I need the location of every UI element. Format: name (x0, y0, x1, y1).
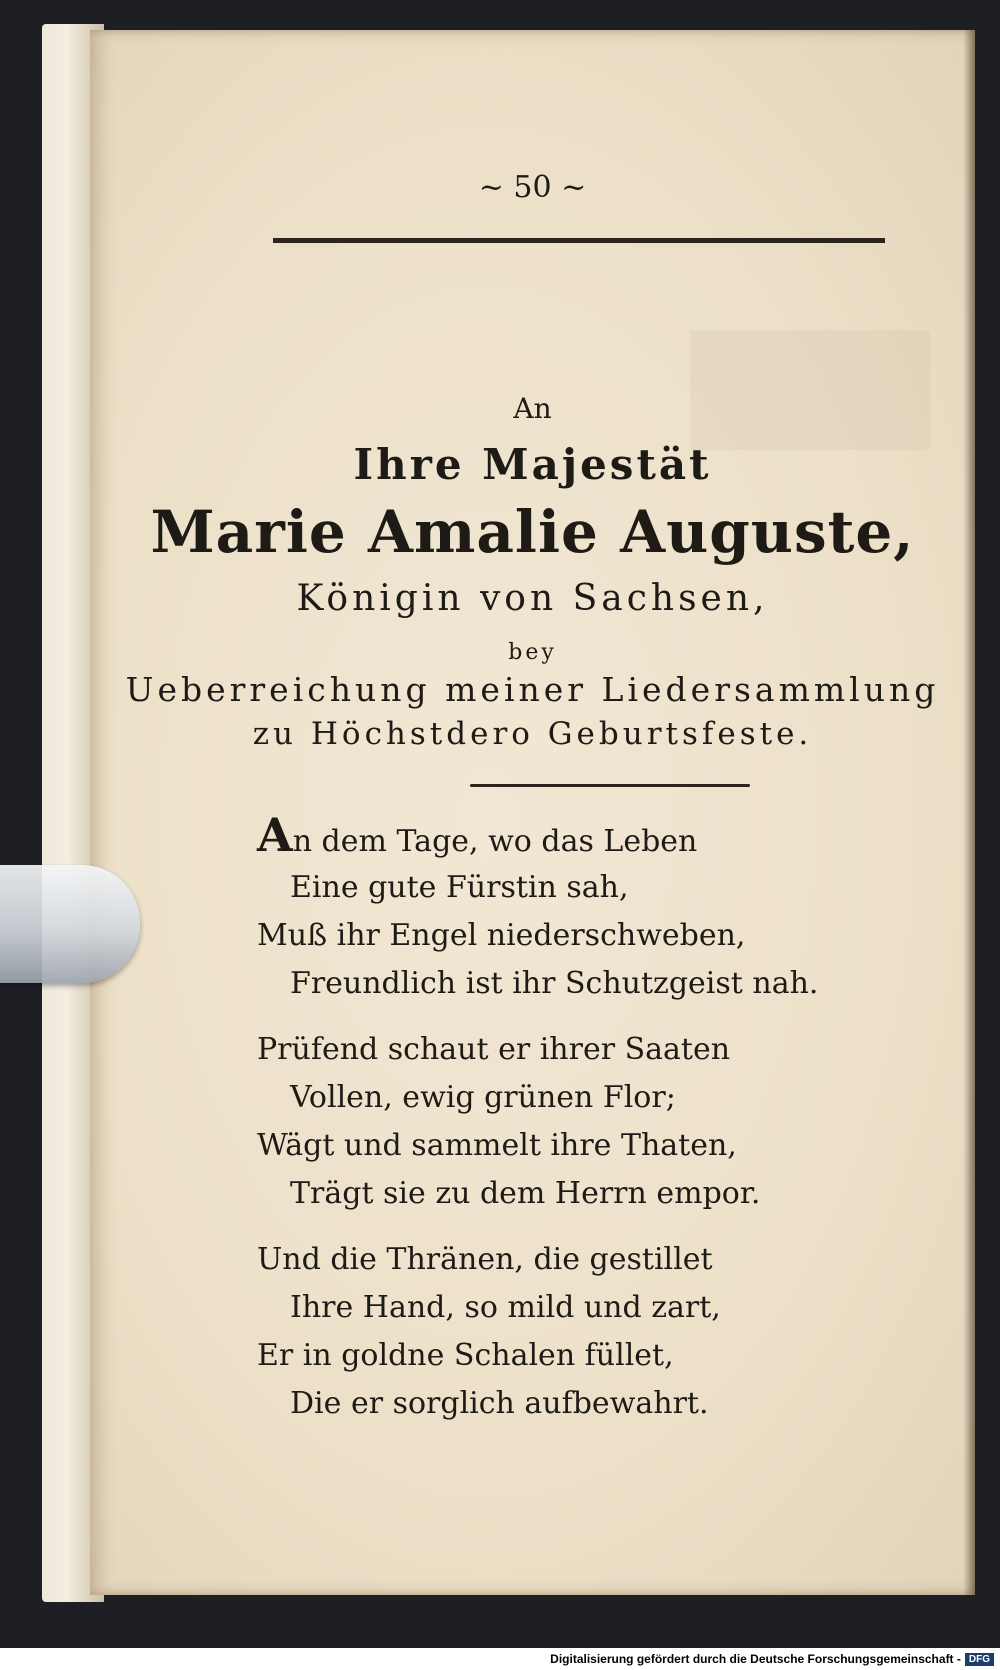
poem-line: Muß ihr Engel niederschweben, (257, 918, 746, 953)
header-rule (273, 238, 885, 243)
page-holder-clip (0, 865, 140, 983)
page-number: ~ 50 ~ (478, 170, 587, 205)
poem-line: Prüfend schaut er ihrer Saaten (257, 1032, 731, 1067)
poem-line: Die er sorglich aufbewahrt. (290, 1386, 709, 1421)
poem-line: Eine gute Fürstin sah, (290, 870, 629, 905)
poem-line (257, 808, 697, 862)
poem-line: Vollen, ewig grünen Flor; (290, 1080, 676, 1115)
poem-line-text: n dem Tage, wo das Leben (292, 824, 698, 859)
footer-text: Digitalisierung gefördert durch die Deutsche Forschungsgemeinschaft - (550, 1652, 961, 1666)
dedication-name: Marie Amalie Auguste, (150, 498, 915, 566)
digitization-footer (550, 1650, 994, 1668)
poem-line: Er in goldne Schalen füllet, (257, 1338, 674, 1373)
poem-line: Trägt sie zu dem Herrn empor. (290, 1176, 761, 1211)
dedication-bey: bey (508, 640, 557, 665)
poem-line: Wägt und sammelt ihre Thaten, (257, 1128, 737, 1163)
dfg-logo: DFG (965, 1653, 994, 1666)
book-page (90, 30, 975, 1595)
dedication-ueberreichung: Ueberreichung meiner Liedersammlung (125, 670, 940, 709)
poem-line: Ihre Hand, so mild und zart, (290, 1290, 721, 1325)
dedication-an: An (513, 392, 552, 425)
page-gutter-shadow (963, 30, 975, 1595)
poem-line: Freundlich ist ihr Schutzgeist nah. (290, 966, 819, 1001)
drop-initial: A (257, 808, 293, 862)
show-through-smudge (690, 330, 930, 450)
divider-rule (470, 784, 750, 787)
dedication-geburtsfest: zu Höchstdero Geburtsfeste. (252, 716, 813, 752)
dedication-majestaet: Ihre Majestät (353, 440, 712, 489)
dedication-koenigin: Königin von Sachsen, (296, 578, 769, 619)
poem-line: Und die Thränen, die gestillet (257, 1242, 713, 1277)
